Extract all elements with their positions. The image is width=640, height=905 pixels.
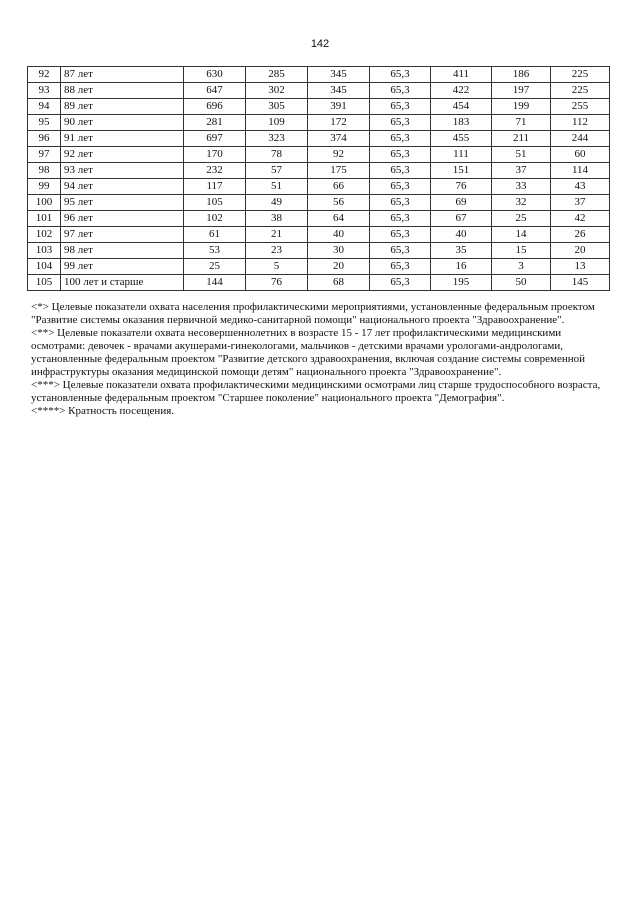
cell-age-group: 97 лет <box>61 227 184 243</box>
cell-value-3: 345 <box>308 67 370 83</box>
cell-age-group: 92 лет <box>61 147 184 163</box>
cell-value-2: 23 <box>246 243 308 259</box>
cell-value-1: 102 <box>184 211 246 227</box>
cell-row-number: 97 <box>28 147 61 163</box>
cell-value-3: 20 <box>308 259 370 275</box>
cell-value-4: 65,3 <box>370 147 431 163</box>
cell-value-1: 170 <box>184 147 246 163</box>
cell-value-2: 21 <box>246 227 308 243</box>
cell-value-3: 391 <box>308 99 370 115</box>
cell-value-7: 225 <box>551 83 610 99</box>
cell-value-1: 232 <box>184 163 246 179</box>
cell-value-2: 76 <box>246 275 308 291</box>
cell-value-6: 25 <box>492 211 551 227</box>
cell-value-2: 78 <box>246 147 308 163</box>
cell-value-6: 14 <box>492 227 551 243</box>
cell-value-5: 151 <box>431 163 492 179</box>
cell-value-3: 374 <box>308 131 370 147</box>
cell-value-7: 255 <box>551 99 610 115</box>
cell-row-number: 105 <box>28 275 61 291</box>
cell-value-3: 345 <box>308 83 370 99</box>
cell-value-5: 455 <box>431 131 492 147</box>
cell-value-6: 33 <box>492 179 551 195</box>
cell-value-4: 65,3 <box>370 195 431 211</box>
cell-age-group: 90 лет <box>61 115 184 131</box>
cell-value-3: 68 <box>308 275 370 291</box>
cell-row-number: 101 <box>28 211 61 227</box>
table-row <box>28 211 610 227</box>
table-row <box>28 99 610 115</box>
cell-row-number: 93 <box>28 83 61 99</box>
cell-value-6: 186 <box>492 67 551 83</box>
cell-value-6: 3 <box>492 259 551 275</box>
cell-age-group: 100 лет и старше <box>61 275 184 291</box>
cell-value-2: 109 <box>246 115 308 131</box>
cell-age-group: 91 лет <box>61 131 184 147</box>
cell-value-7: 244 <box>551 131 610 147</box>
cell-value-5: 69 <box>431 195 492 211</box>
cell-value-4: 65,3 <box>370 227 431 243</box>
cell-value-7: 43 <box>551 179 610 195</box>
cell-age-group: 93 лет <box>61 163 184 179</box>
cell-age-group: 87 лет <box>61 67 184 83</box>
cell-value-2: 38 <box>246 211 308 227</box>
cell-value-1: 281 <box>184 115 246 131</box>
cell-value-4: 65,3 <box>370 243 431 259</box>
cell-value-1: 697 <box>184 131 246 147</box>
footnote-3: <***> Целевые показатели охвата профилактическими медицинскими осмотрами лиц старше трудоспособного возраста, установленные федеральным проектом "Старшее поколение" национального проекта "Демография". <box>31 379 601 404</box>
cell-row-number: 100 <box>28 195 61 211</box>
cell-value-1: 53 <box>184 243 246 259</box>
cell-value-7: 112 <box>551 115 610 131</box>
cell-value-4: 65,3 <box>370 275 431 291</box>
cell-value-3: 175 <box>308 163 370 179</box>
cell-age-group: 99 лет <box>61 259 184 275</box>
cell-value-6: 211 <box>492 131 551 147</box>
table-row <box>28 243 610 259</box>
table-row <box>28 275 610 291</box>
cell-value-2: 51 <box>246 179 308 195</box>
cell-value-2: 302 <box>246 83 308 99</box>
cell-row-number: 99 <box>28 179 61 195</box>
cell-value-5: 183 <box>431 115 492 131</box>
table-row <box>28 259 610 275</box>
cell-value-5: 35 <box>431 243 492 259</box>
cell-value-3: 64 <box>308 211 370 227</box>
cell-age-group: 94 лет <box>61 179 184 195</box>
table-row <box>28 227 610 243</box>
table-row <box>28 163 610 179</box>
cell-value-6: 32 <box>492 195 551 211</box>
footnote-1: <*> Целевые показатели охвата населения профилактическими мероприятиями, установленные федеральным проектом "Развитие системы оказания первичной медико-санитарной помощи" национального проекта "Здравоохранение". <box>31 301 595 326</box>
cell-age-group: 88 лет <box>61 83 184 99</box>
cell-value-7: 60 <box>551 147 610 163</box>
cell-value-2: 285 <box>246 67 308 83</box>
cell-value-1: 25 <box>184 259 246 275</box>
data-table <box>27 66 610 291</box>
cell-value-2: 5 <box>246 259 308 275</box>
cell-value-7: 225 <box>551 67 610 83</box>
table-row <box>28 67 610 83</box>
cell-age-group: 95 лет <box>61 195 184 211</box>
cell-value-1: 144 <box>184 275 246 291</box>
cell-value-2: 49 <box>246 195 308 211</box>
cell-value-6: 15 <box>492 243 551 259</box>
cell-value-7: 37 <box>551 195 610 211</box>
cell-value-6: 50 <box>492 275 551 291</box>
cell-value-1: 61 <box>184 227 246 243</box>
cell-age-group: 89 лет <box>61 99 184 115</box>
cell-value-3: 66 <box>308 179 370 195</box>
table-row <box>28 195 610 211</box>
cell-age-group: 96 лет <box>61 211 184 227</box>
cell-value-1: 117 <box>184 179 246 195</box>
cell-value-1: 630 <box>184 67 246 83</box>
cell-row-number: 98 <box>28 163 61 179</box>
cell-value-2: 323 <box>246 131 308 147</box>
cell-value-4: 65,3 <box>370 115 431 131</box>
cell-value-1: 647 <box>184 83 246 99</box>
cell-value-7: 42 <box>551 211 610 227</box>
cell-value-1: 696 <box>184 99 246 115</box>
cell-value-7: 13 <box>551 259 610 275</box>
cell-row-number: 102 <box>28 227 61 243</box>
cell-value-5: 411 <box>431 67 492 83</box>
cell-value-7: 145 <box>551 275 610 291</box>
cell-value-5: 111 <box>431 147 492 163</box>
cell-row-number: 94 <box>28 99 61 115</box>
cell-value-3: 56 <box>308 195 370 211</box>
cell-row-number: 104 <box>28 259 61 275</box>
cell-value-6: 51 <box>492 147 551 163</box>
cell-row-number: 96 <box>28 131 61 147</box>
table-row <box>28 131 610 147</box>
cell-value-5: 454 <box>431 99 492 115</box>
cell-value-3: 172 <box>308 115 370 131</box>
cell-value-5: 67 <box>431 211 492 227</box>
table-row <box>28 83 610 99</box>
cell-value-7: 114 <box>551 163 610 179</box>
footnotes <box>31 301 605 418</box>
cell-value-2: 305 <box>246 99 308 115</box>
cell-value-5: 195 <box>431 275 492 291</box>
cell-value-5: 40 <box>431 227 492 243</box>
cell-value-6: 71 <box>492 115 551 131</box>
cell-value-3: 30 <box>308 243 370 259</box>
cell-value-3: 92 <box>308 147 370 163</box>
cell-value-7: 20 <box>551 243 610 259</box>
cell-value-1: 105 <box>184 195 246 211</box>
cell-value-4: 65,3 <box>370 259 431 275</box>
cell-value-2: 57 <box>246 163 308 179</box>
cell-value-5: 76 <box>431 179 492 195</box>
table-row <box>28 115 610 131</box>
cell-value-4: 65,3 <box>370 211 431 227</box>
table-body <box>28 67 610 291</box>
cell-value-5: 422 <box>431 83 492 99</box>
page-number: 142 <box>310 38 330 50</box>
cell-value-4: 65,3 <box>370 99 431 115</box>
cell-value-6: 199 <box>492 99 551 115</box>
cell-value-6: 197 <box>492 83 551 99</box>
cell-value-3: 40 <box>308 227 370 243</box>
cell-age-group: 98 лет <box>61 243 184 259</box>
cell-value-4: 65,3 <box>370 67 431 83</box>
cell-value-4: 65,3 <box>370 163 431 179</box>
cell-row-number: 92 <box>28 67 61 83</box>
cell-value-4: 65,3 <box>370 131 431 147</box>
cell-value-7: 26 <box>551 227 610 243</box>
table-row <box>28 179 610 195</box>
table-row <box>28 147 610 163</box>
cell-row-number: 103 <box>28 243 61 259</box>
cell-value-6: 37 <box>492 163 551 179</box>
cell-value-4: 65,3 <box>370 179 431 195</box>
cell-row-number: 95 <box>28 115 61 131</box>
cell-value-5: 16 <box>431 259 492 275</box>
footnote-2: <**> Целевые показатели охвата несовершеннолетних в возрасте 15 - 17 лет профилактическими медицинскими осмотрами: девочек - врачами акушерами-гинекологами, мальчиков - детскими врачами урологами-андрологами, установленные федеральным проектом "Развитие детского здравоохранения, включая создание системы современной инфраструктуры оказания медицинской помощи детям" национального проекта "Здравоохранение". <box>31 327 586 378</box>
cell-value-4: 65,3 <box>370 83 431 99</box>
footnote-4: <****> Кратность посещения. <box>31 405 175 417</box>
